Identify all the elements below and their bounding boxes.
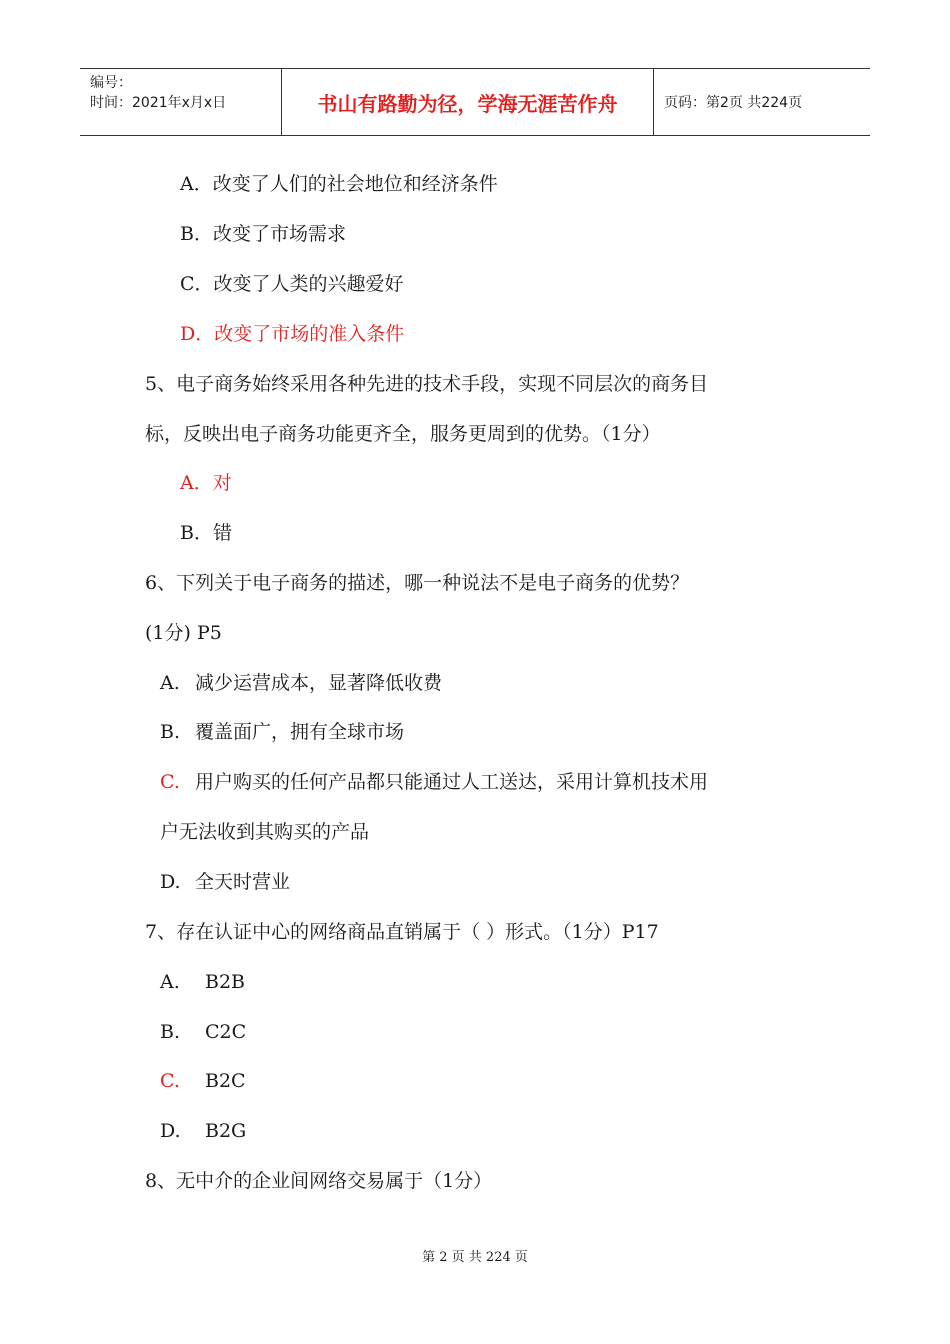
option-marker: A.	[160, 672, 180, 694]
option-marker: A．	[180, 173, 213, 195]
option-text: 覆盖面广，拥有全球市场	[195, 721, 405, 743]
q6-stem-line1: 6、下列关于电子商务的描述，哪一种说法不是电子商务的优势？	[145, 572, 690, 594]
option-text: 改变了人类的兴趣爱好	[213, 273, 404, 295]
option-marker: C.	[160, 771, 180, 793]
q8-stem-line1: 8、无中介的企业间网络交易属于（1分）	[145, 1170, 493, 1192]
option-text: 减少运营成本，显著降低收费	[195, 672, 443, 694]
option-text: B2C	[205, 1070, 246, 1092]
q7-option-c-answer	[160, 1069, 246, 1093]
q6-option-a	[160, 671, 442, 695]
option-text: 改变了人们的社会地位和经济条件	[212, 173, 498, 195]
q7-stem-line1: 7、存在认证中心的网络商品直销属于（ ）形式。（1分）P17	[145, 921, 659, 943]
option-marker: D．	[180, 323, 215, 345]
q4-option-b	[180, 222, 346, 246]
option-marker: D.	[160, 871, 181, 893]
q5-stem-line2: 标，反映出电子商务功能更齐全，服务更周到的优势。（1分）	[145, 423, 661, 445]
header-page-info: 页码：第2页 共224页	[664, 95, 803, 111]
option-text: B2B	[205, 971, 246, 993]
option-text: 全天时营业	[195, 871, 291, 893]
q6-option-b	[160, 720, 404, 744]
page-header	[80, 68, 870, 136]
option-text: 改变了市场的准入条件	[214, 323, 405, 345]
q7-option-b	[160, 1020, 246, 1044]
option-text: 错	[212, 522, 232, 544]
option-marker: B.	[160, 1021, 181, 1043]
option-marker: D.	[160, 1120, 181, 1142]
number-label: 编号：	[90, 75, 132, 91]
q5-option-b	[180, 521, 232, 545]
q7-option-a	[160, 970, 245, 994]
q5-option-a-answer	[180, 471, 232, 495]
time-label: 时间：2021年x月x日	[90, 95, 227, 111]
option-marker: C．	[180, 273, 214, 295]
option-marker: B.	[160, 721, 181, 743]
option-marker: A．	[180, 472, 213, 494]
option-text: C2C	[205, 1021, 247, 1043]
header-meta	[80, 69, 282, 135]
q6-option-c-answer	[160, 770, 708, 794]
option-text: 用户购买的任何产品都只能通过人工送达，采用计算机技术用	[195, 771, 709, 793]
option-text: B2G	[205, 1120, 247, 1142]
q4-option-c	[180, 272, 404, 296]
q7-option-d	[160, 1119, 246, 1143]
option-marker: B．	[180, 522, 213, 544]
q6-stem-line2: (1分) P5	[145, 622, 222, 644]
option-marker: B．	[180, 223, 213, 245]
option-text: 对	[212, 472, 232, 494]
page-footer: 第 2 页 共 224 页	[422, 1250, 528, 1265]
q4-option-d-answer	[180, 322, 404, 346]
q6-option-d	[160, 870, 290, 894]
q5-stem-line1: 5、电子商务始终采用各种先进的技术手段，实现不同层次的商务目	[145, 373, 709, 395]
option-text: 改变了市场需求	[212, 223, 346, 245]
q4-option-a	[180, 172, 498, 196]
header-motto: 书山有路勤为径，学海无涯苦作舟	[282, 69, 654, 135]
option-marker: C.	[160, 1070, 180, 1092]
q6-option-c-continuation: 户无法收到其购买的产品	[160, 821, 370, 843]
option-marker: A.	[160, 971, 180, 993]
